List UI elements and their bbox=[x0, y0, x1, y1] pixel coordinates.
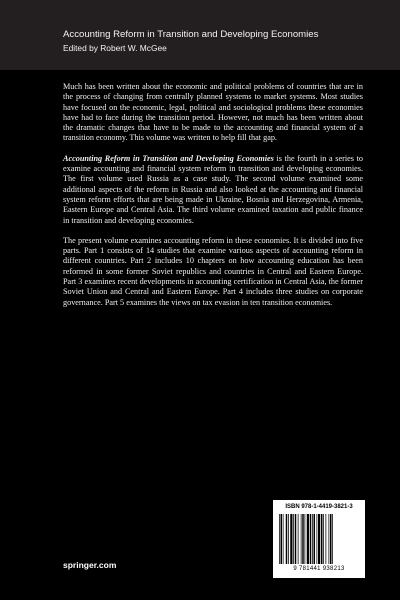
book-editor: Edited by Robert W. McGee bbox=[63, 43, 167, 53]
publisher-website: springer.com bbox=[63, 560, 117, 570]
description-paragraph-2-text: is the fourth in a series to examine accounting and financial system reform in transition and developing economies. The first volume used Russia as a case study. The second volume examined some additional aspects of the reform in Russia and also looked at the accounting and financial system reform efforts that are being made in Ukraine, Bosnia and Herzegovina, Armenia, Eastern Europe and Central Asia. The third volume examined taxation and public finance in transition and developing economies. bbox=[63, 153, 363, 225]
isbn-label: ISBN 978-1-4419-3821-3 bbox=[285, 504, 353, 510]
barcode-box bbox=[273, 500, 365, 578]
book-title: Accounting Reform in Transition and Developing Economies bbox=[63, 29, 319, 40]
description-paragraph-3: The present volume examines accounting reform in these economies. It is divided into five parts. Part 1 consists of 14 studies that examine various aspects of accounting reform in different countries. Part 2 includes 10 chapters on how accounting education has been reformed in some former Soviet republics and countries in Central and Eastern Europe. Part 3 examines recent developments in accounting certification in Central Asia, the former Soviet Union and Central and Eastern Europe. Part 4 includes three studies on corporate governance. Part 5 examines the views on tax evasion in ten transition economies. bbox=[63, 235, 363, 307]
barcode-number: 9 781441 938213 bbox=[293, 566, 345, 572]
series-title-emphasis: Accounting Reform in Transition and Developing Economies bbox=[63, 153, 274, 163]
description-paragraph-1: Much has been written about the economic and political problems of countries that are in the process of changing from centrally planned systems to market systems. Most studies have focused on the economic, legal, political and sociological problems these economies have had to face during the transition period. However, not much has been written about the dramatic changes that have to be made to the accounting and financial system of a transition economy. This volume was written to help fill that gap. bbox=[63, 82, 363, 143]
barcode-icon bbox=[279, 514, 359, 564]
back-cover-description bbox=[63, 82, 363, 318]
description-paragraph-2 bbox=[63, 154, 363, 226]
